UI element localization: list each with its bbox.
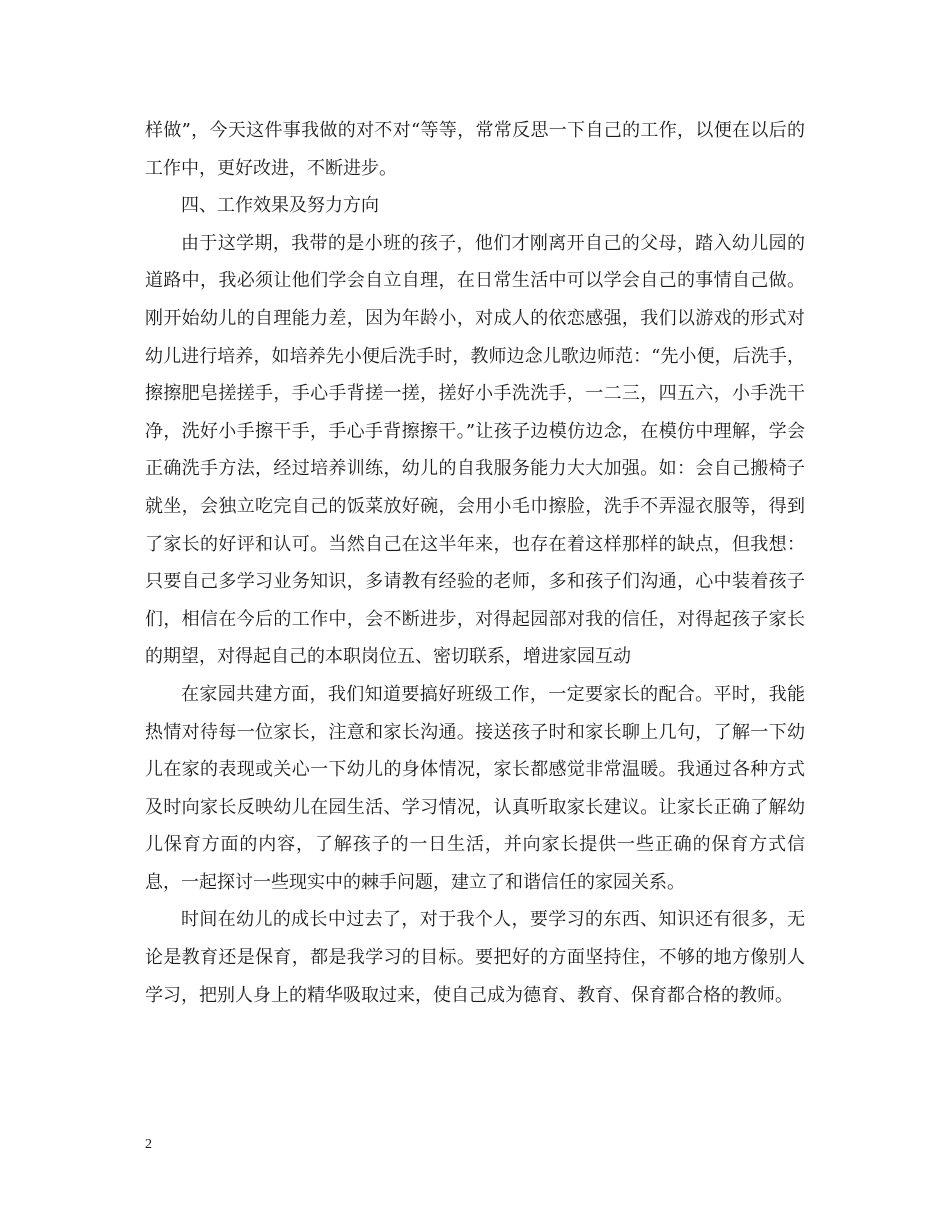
body-text (145, 112, 805, 1014)
paragraph-home-school-cooperation: 在家园共建方面，我们知道要搞好班级工作，一定要家长的配合。平时，我能热情对待每一位家长，注意和家长沟通。接送孩子时和家长聊上几句，了解一下幼儿在家的表现或关心一下幼儿的身体情况，家长都感觉非常温暖。我通过各种方式及时向家长反映幼儿在园生活、学习情况，认真听取家长建议。让家长正确了解幼儿保育方面的内容，了解孩子的一日生活，并向家长提供一些正确的保育方式信息，一起探讨一些现实中的棘手问题，建立了和谐信任的家园关系。 (145, 683, 805, 893)
section-heading-work-results: 四、工作效果及努力方向 (181, 195, 379, 217)
page-number: 2 (145, 1137, 152, 1152)
paragraph-self-care-training: 由于这学期，我带的是小班的孩子，他们才刚离开自己的父母，踏入幼儿园的道路中，我必须让他们学会自立自理，在日常生活中可以学会自己的事情自己做。刚开始幼儿的自理能力差，因为年龄小，对成人的依恋感强，我们以游戏的形式对幼儿进行培养，如培养先小便后洗手时，教师边念儿歌边师范：“先小便，后洗手，擦擦肥皂搓搓手，手心手背搓一搓，搓好小手洗洗手，一二三，四五六，小手洗干净，洗好小手擦干手，手心手背擦擦干。”让孩子边模仿边念，在模仿中理解，学会正确洗手方法，经过培养训练，幼儿的自我服务能力大大加强。如：会自己搬椅子就坐，会独立吃完自己的饭菜放好碗，会用小毛巾擦脸，洗手不弄湿衣服等，得到了家长的好评和认可。当然自己在这半年来，也存在着这样那样的缺点，但我想：只要自己多学习业务知识，多请教有经验的老师，多和孩子们沟通，心中装着孩子们，相信在今后的工作中，会不断进步，对得起园部对我的信任，对得起孩子家长的期望，对得起自己的本职岗位五、密切联系，增进家园互动 (145, 232, 805, 668)
paragraph-continuation: 样做”，今天这件事我做的对不对“等等，常常反思一下自己的工作，以便在以后的工作中，更好改进，不断进步。 (145, 120, 805, 179)
paragraph-conclusion: 时间在幼儿的成长中过去了，对于我个人，要学习的东西、知识还有很多，无论是教育还是保育，都是我学习的目标。要把好的方面坚持住，不够的地方像别人学习，把别人身上的精华吸取过来，使自己成为德育、教育、保育都合格的教师。 (145, 909, 805, 1006)
